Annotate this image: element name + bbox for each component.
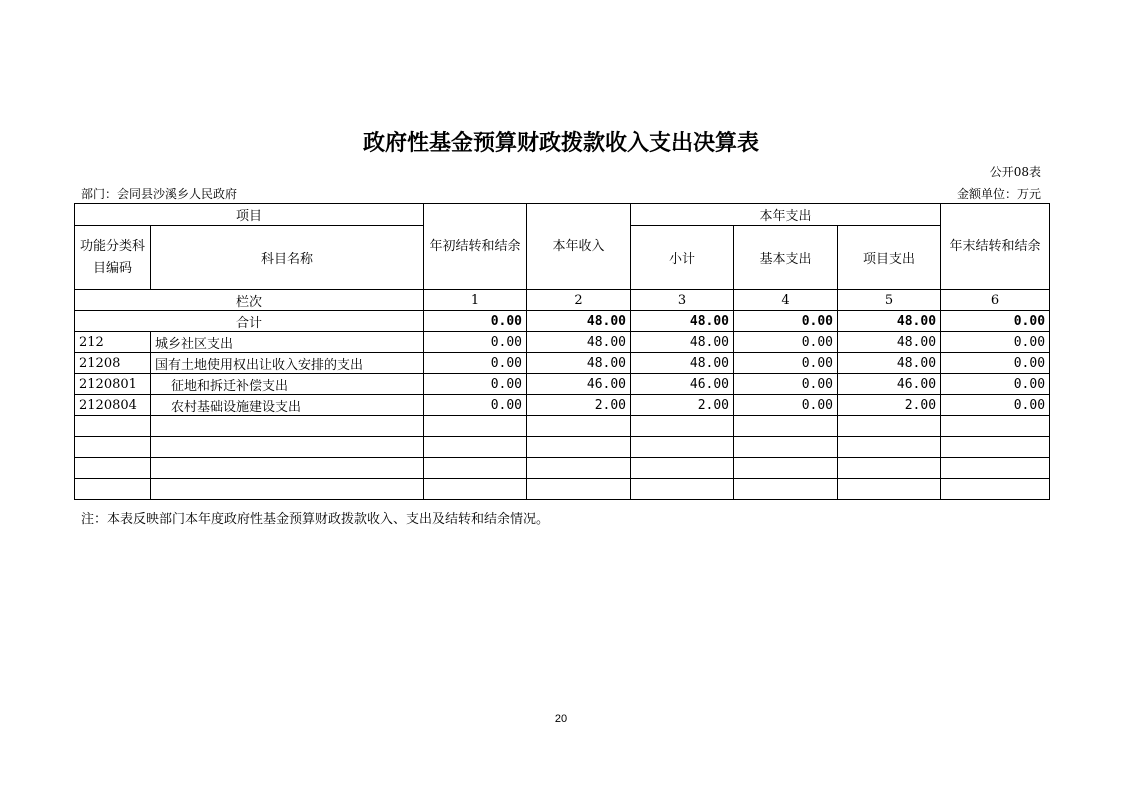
row-name: 征地和拆迁补偿支出 [151,374,424,395]
row-value: 48.00 [838,353,941,374]
total-value: 0.00 [424,311,527,332]
total-value: 48.00 [838,311,941,332]
row-value: 46.00 [527,374,631,395]
department-label: 部门：会同县沙溪乡人民政府 [81,187,238,201]
row-code: 212 [75,332,151,353]
row-value: 46.00 [631,374,734,395]
row-code: 2120804 [75,395,151,416]
empty-row [75,458,1050,479]
empty-row [75,437,1050,458]
table-row [75,353,1050,374]
total-label: 合计 [75,311,424,332]
row-name: 国有土地使用权出让收入安排的支出 [151,353,424,374]
row-value: 48.00 [527,353,631,374]
budget-table [74,203,1050,500]
row-name: 城乡社区支出 [151,332,424,353]
header-current-expense: 本年支出 [631,204,941,226]
row-value: 48.00 [527,332,631,353]
col-number: 2 [527,290,631,311]
row-value: 0.00 [941,374,1050,395]
row-value: 0.00 [941,353,1050,374]
row-value: 0.00 [734,374,838,395]
table-note: 注：本表反映部门本年度政府性基金预算财政拨款收入、支出及结转和结余情况。 [81,512,550,527]
header-subtotal: 小计 [631,226,734,290]
header-func-code: 功能分类科目编码 [75,226,151,290]
row-value: 0.00 [424,395,527,416]
page-title: 政府性基金预算财政拨款收入支出决算表 [362,131,759,156]
row-name: 农村基础设施建设支出 [151,395,424,416]
row-value: 2.00 [631,395,734,416]
row-value: 48.00 [838,332,941,353]
column-index-label: 栏次 [75,290,424,311]
total-row [75,311,1050,332]
total-value: 0.00 [734,311,838,332]
header-current-income: 本年收入 [527,204,631,290]
table-row [75,332,1050,353]
row-value: 0.00 [941,395,1050,416]
header-item: 项目 [75,204,424,226]
col-number: 3 [631,290,734,311]
header-opening-balance: 年初结转和结余 [424,204,527,290]
unit-label: 金额单位：万元 [956,187,1041,201]
total-value: 0.00 [941,311,1050,332]
header-basic-expense: 基本支出 [734,226,838,290]
col-number: 1 [424,290,527,311]
row-value: 0.00 [734,353,838,374]
row-value: 0.00 [734,332,838,353]
table-row [75,395,1050,416]
row-value: 48.00 [631,353,734,374]
total-value: 48.00 [631,311,734,332]
row-code: 21208 [75,353,151,374]
row-value: 0.00 [424,374,527,395]
header-subject-name: 科目名称 [151,226,424,290]
row-value: 46.00 [838,374,941,395]
col-number: 6 [941,290,1050,311]
total-value: 48.00 [527,311,631,332]
page-number: 20 [554,713,568,725]
table-row [75,374,1050,395]
row-value: 48.00 [631,332,734,353]
row-value: 0.00 [734,395,838,416]
empty-row [75,479,1050,500]
row-value: 0.00 [424,332,527,353]
header-project-expense: 项目支出 [838,226,941,290]
header-closing-balance: 年末结转和结余 [941,204,1050,290]
form-number: 公开08表 [989,165,1041,179]
col-number: 4 [734,290,838,311]
row-value: 0.00 [424,353,527,374]
row-value: 2.00 [527,395,631,416]
row-code: 2120801 [75,374,151,395]
col-number: 5 [838,290,941,311]
row-value: 2.00 [838,395,941,416]
empty-row [75,416,1050,437]
row-value: 0.00 [941,332,1050,353]
